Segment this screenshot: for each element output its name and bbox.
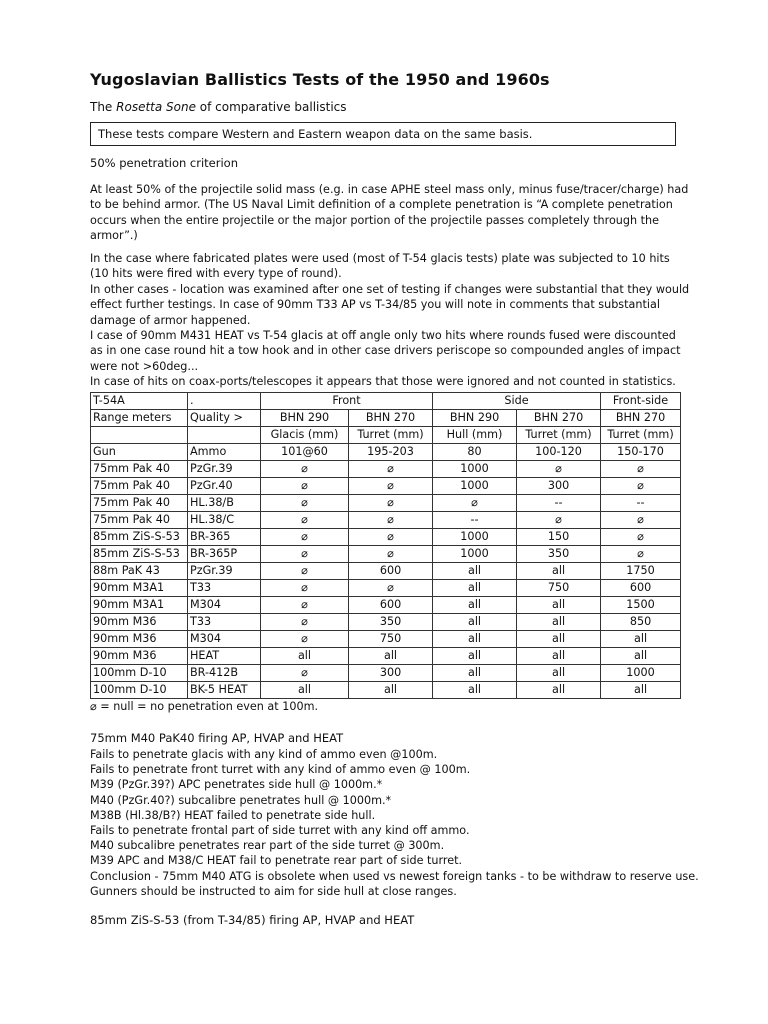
table-cell: all (601, 682, 681, 699)
table-cell: 600 (601, 580, 681, 597)
table-cell: ⌀ (261, 495, 349, 512)
table-row (91, 614, 681, 631)
table-cell: 88m PaK 43 (91, 563, 188, 580)
table-row (91, 461, 681, 478)
table-cell: 750 (517, 580, 601, 597)
table-cell: ⌀ (261, 631, 349, 648)
table-row (91, 631, 681, 648)
table-cell: ⌀ (349, 529, 433, 546)
table-row (91, 512, 681, 529)
table-cell: 1000 (433, 546, 517, 563)
header-cell: BHN 270 (601, 410, 681, 427)
table-cell: 350 (517, 546, 601, 563)
table-row (91, 648, 681, 665)
table-cell: PzGr.40 (188, 478, 261, 495)
table-cell: all (433, 614, 517, 631)
finding-line: Fails to penetrate glacis with any kind of ammo even @100m. (90, 748, 438, 761)
table-cell: 90mm M36 (91, 614, 188, 631)
table-cell: all (517, 648, 601, 665)
table-cell: 195-203 (349, 444, 433, 461)
header-cell: BHN 290 (261, 410, 349, 427)
table-header-row (91, 427, 681, 444)
table-cell: ⌀ (517, 512, 601, 529)
null-note: ⌀ = null = no penetration even at 100m. (90, 700, 319, 713)
testing-note-line: In case of hits on coax-ports/telescopes it appears that those were ignored and not counted in statistics. (90, 375, 676, 389)
table-cell: ⌀ (261, 512, 349, 529)
table-cell: 1000 (433, 478, 517, 495)
testing-note-line: In the case where fabricated plates were used (most of T-54 glacis tests) plate was subjected to 10 hits (10 hits were fired with every type of round). (90, 252, 670, 281)
table-cell: 100mm D-10 (91, 665, 188, 682)
table-cell: 90mm M3A1 (91, 597, 188, 614)
table-cell: 850 (601, 614, 681, 631)
table-cell: all (433, 665, 517, 682)
section-75mm-findings (90, 747, 699, 899)
header-cell: Front (261, 393, 433, 410)
header-cell: Turret (mm) (517, 427, 601, 444)
table-cell: T33 (188, 614, 261, 631)
finding-line: Fails to penetrate frontal part of side turret with any kind off ammo. (90, 824, 470, 838)
subtitle-suffix: of comparative ballistics (195, 100, 347, 114)
table-cell: ⌀ (517, 461, 601, 478)
table-cell: all (349, 682, 433, 699)
table-cell: ⌀ (349, 495, 433, 512)
subtitle-italic: Rosetta Sone (116, 100, 196, 114)
table-cell: BK-5 HEAT (188, 682, 261, 699)
table-cell: 1000 (433, 461, 517, 478)
table-cell: all (433, 563, 517, 580)
table-cell: ⌀ (601, 512, 681, 529)
table-cell: 100-120 (517, 444, 601, 461)
header-cell: Quality > (188, 410, 261, 427)
table-cell: all (517, 597, 601, 614)
finding-line: M40 (PzGr.40?) subcalibre penetrates hull @ 1000m.* (90, 793, 392, 807)
finding-line: Gunners should be instructed to aim for side hull at close ranges. (90, 884, 457, 898)
header-cell: Hull (mm) (433, 427, 517, 444)
table-cell: ⌀ (261, 580, 349, 597)
table-cell: 750 (349, 631, 433, 648)
table-cell: HEAT (188, 648, 261, 665)
header-cell: Side (433, 393, 601, 410)
table-cell: ⌀ (601, 546, 681, 563)
table-cell: HL.38/B (188, 495, 261, 512)
table-cell: Ammo (188, 444, 261, 461)
table-cell: all (601, 648, 681, 665)
table-cell: 100mm D-10 (91, 682, 188, 699)
table-cell: 600 (349, 597, 433, 614)
table-cell: 350 (349, 614, 433, 631)
table-row (91, 563, 681, 580)
table-cell: ⌀ (261, 461, 349, 478)
finding-line: Fails to penetrate front turret with any kind of ammo even @ 100m. (90, 763, 471, 777)
table-row (91, 682, 681, 699)
table-cell: ⌀ (261, 563, 349, 580)
testing-note-line: In other cases - location was examined after one set of testing if changes were substantial that they would effect further testings. In case of 90mm T33 AP vs T-34/85 you will note in comments that substantial damage of armor happened. (90, 282, 690, 327)
table-cell: PzGr.39 (188, 461, 261, 478)
criterion-heading: 50% penetration criterion (90, 156, 239, 170)
finding-line: Conclusion - 75mm M40 ATG is obsolete when used vs newest foreign tanks - to be withdraw to reserve use. (90, 869, 699, 883)
table-row (91, 529, 681, 546)
table-cell: 90mm M3A1 (91, 580, 188, 597)
finding-line: M39 APC and M38/C HEAT fail to penetrate rear part of side turret. (90, 854, 463, 868)
table-cell: all (517, 682, 601, 699)
table-cell: ⌀ (601, 529, 681, 546)
header-cell: Turret (mm) (349, 427, 433, 444)
table-row (91, 546, 681, 563)
table-cell: ⌀ (349, 546, 433, 563)
table-cell: BR-365 (188, 529, 261, 546)
table-row (91, 478, 681, 495)
table-cell: ⌀ (261, 546, 349, 563)
table-cell: ⌀ (261, 665, 349, 682)
table-cell: all (433, 631, 517, 648)
table-cell: -- (433, 512, 517, 529)
table-cell: M304 (188, 597, 261, 614)
table-cell: all (261, 682, 349, 699)
table-row (91, 444, 681, 461)
table-cell: all (517, 614, 601, 631)
table-row (91, 580, 681, 597)
table-cell: HL.38/C (188, 512, 261, 529)
table-cell: all (433, 682, 517, 699)
table-header-row (91, 393, 681, 410)
table-cell: 1750 (601, 563, 681, 580)
table-cell: 150-170 (601, 444, 681, 461)
header-cell: T-54A (91, 393, 188, 410)
table-cell: all (433, 597, 517, 614)
table-cell: all (601, 631, 681, 648)
boxed-note: These tests compare Western and Eastern weapon data on the same basis. (90, 122, 676, 146)
table-cell: ⌀ (601, 461, 681, 478)
header-cell (91, 427, 188, 444)
header-cell: Turret (mm) (601, 427, 681, 444)
table-cell: -- (517, 495, 601, 512)
table-cell: ⌀ (349, 478, 433, 495)
paragraph-criterion: At least 50% of the projectile solid mass (e.g. in case APHE steel mass only, minus fuse/tracer/charge) had to be behind armor. (The US Naval Limit definition of a complete penetration is “A complete penetration occurs when the entire projectile or the major portion of the projectile passes completely through the armor”.) (90, 183, 689, 243)
table-row (91, 495, 681, 512)
table-cell: 101@60 (261, 444, 349, 461)
header-cell: BHN 270 (349, 410, 433, 427)
table-cell: 75mm Pak 40 (91, 461, 188, 478)
table-cell: ⌀ (261, 597, 349, 614)
table-header-row (91, 410, 681, 427)
header-cell (188, 427, 261, 444)
header-cell: Range meters (91, 410, 188, 427)
table-cell: M304 (188, 631, 261, 648)
table-cell: all (433, 648, 517, 665)
table-cell: BR-365P (188, 546, 261, 563)
table-cell: 90mm M36 (91, 648, 188, 665)
table-cell: 300 (517, 478, 601, 495)
table-cell: Gun (91, 444, 188, 461)
table-cell: 300 (349, 665, 433, 682)
testing-note-line: I case of 90mm M431 HEAT vs T-54 glacis at off angle only two hits where rounds fused were discounted as in one case round hit a tow hook and in other case drivers periscope so compounded angles of impact were not >60deg... (90, 329, 681, 373)
table-cell: ⌀ (349, 512, 433, 529)
header-cell: BHN 290 (433, 410, 517, 427)
table-row (91, 665, 681, 682)
table-cell: all (433, 580, 517, 597)
table-cell: 150 (517, 529, 601, 546)
table-cell: 75mm Pak 40 (91, 495, 188, 512)
table-cell: ⌀ (349, 580, 433, 597)
finding-line: M40 subcalibre penetrates rear part of the side turret @ 300m. (90, 839, 445, 853)
table-cell: 75mm Pak 40 (91, 512, 188, 529)
table-cell: ⌀ (349, 461, 433, 478)
table-cell: ⌀ (601, 478, 681, 495)
table-cell: 600 (349, 563, 433, 580)
table-cell: 1000 (601, 665, 681, 682)
subtitle-prefix: The (90, 100, 117, 114)
table-cell: all (261, 648, 349, 665)
section-heading-85mm: 85mm ZiS-S-53 (from T-34/85) firing AP, HVAP and HEAT (90, 913, 415, 927)
table-cell: 85mm ZiS-S-53 (91, 529, 188, 546)
header-cell: BHN 270 (517, 410, 601, 427)
table-row (91, 597, 681, 614)
table-cell: 90mm M36 (91, 631, 188, 648)
subtitle (90, 100, 347, 114)
finding-line: M39 (PzGr.39?) APC penetrates side hull @ 1000m.* (90, 778, 383, 792)
table-cell: ⌀ (433, 495, 517, 512)
header-cell: Glacis (mm) (261, 427, 349, 444)
table-cell: 85mm ZiS-S-53 (91, 546, 188, 563)
table-cell: ⌀ (261, 478, 349, 495)
table-cell: all (349, 648, 433, 665)
page-title: Yugoslavian Ballistics Tests of the 1950 and 1960s (90, 70, 550, 89)
table-cell: ⌀ (261, 529, 349, 546)
table-cell: T33 (188, 580, 261, 597)
table-cell: all (517, 631, 601, 648)
table-cell: all (517, 563, 601, 580)
section-heading-75mm: 75mm M40 PaK40 firing AP, HVAP and HEAT (90, 731, 344, 745)
table-cell: -- (601, 495, 681, 512)
table-cell: BR-412B (188, 665, 261, 682)
table-cell: 1500 (601, 597, 681, 614)
table-cell: PzGr.39 (188, 563, 261, 580)
table-cell: 75mm Pak 40 (91, 478, 188, 495)
table-cell: all (517, 665, 601, 682)
table-cell: 80 (433, 444, 517, 461)
header-cell: . (188, 393, 261, 410)
penetration-table (90, 392, 681, 699)
finding-line: M38B (Hl.38/B?) HEAT failed to penetrate side hull. (90, 808, 376, 822)
table-cell: 1000 (433, 529, 517, 546)
header-cell: Front-side (601, 393, 681, 410)
table-cell: ⌀ (261, 614, 349, 631)
paragraph-testing-notes (90, 251, 690, 390)
